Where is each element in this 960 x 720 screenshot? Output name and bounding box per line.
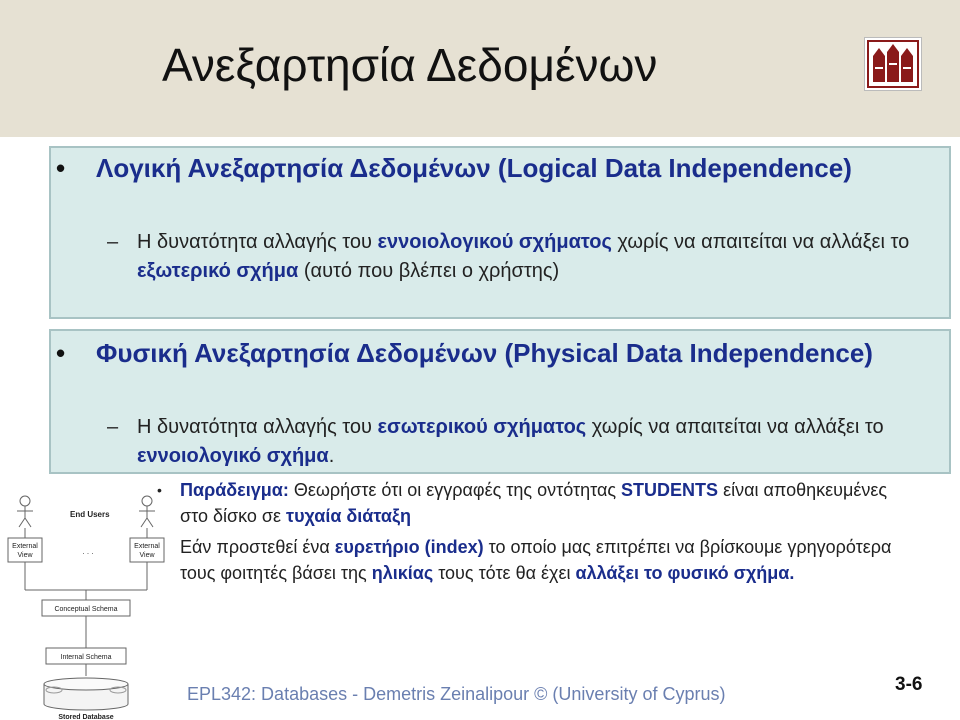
logical-definition-text (137, 231, 909, 282)
text-segment: εννοιολογικό σχήμα (137, 445, 329, 467)
dash-icon: – (107, 231, 119, 253)
stored-database-label: Stored Database (58, 714, 114, 720)
physical-definition (107, 413, 927, 471)
dash-icon: – (107, 416, 119, 438)
external-view-left-line1: External (12, 543, 38, 550)
text-segment: τους τότε θα έχει (433, 563, 576, 583)
text-segment: Παράδειγμα: (180, 480, 289, 500)
university-logo (864, 37, 922, 91)
text-segment: αλλάξει το φυσικό σχήμα. (575, 563, 795, 583)
text-segment: τυχαία διάταξη (286, 506, 411, 526)
slide-number: 3-6 (895, 674, 923, 695)
text-segment: εννοιολογικού σχήματος (377, 231, 612, 253)
three-schema-diagram (0, 490, 180, 720)
text-segment: εσωτερικού σχήματος (377, 416, 587, 438)
example-paragraph-2 (180, 534, 920, 586)
example-paragraph-1 (157, 477, 920, 529)
footer-text: EPL342: Databases - Demetris Zeinalipour © (University of Cyprus) (187, 684, 726, 704)
text-segment: χωρίς να απαιτείται να αλλάξει το (611, 231, 910, 253)
end-users-label: End Users (70, 510, 110, 519)
physical-definition-text (137, 416, 884, 467)
text-segment: (αυτό που βλέπει ο χρήστης) (298, 260, 560, 282)
text-segment: εξωτερικό σχήμα (137, 260, 299, 282)
text-segment: χωρίς να απαιτείται να αλλάξει το (586, 416, 884, 438)
internal-schema-label: Internal Schema (60, 654, 112, 661)
text-segment: Η δυνατότητα αλλαγής του (137, 231, 378, 253)
physical-heading-text: Φυσική Ανεξαρτησία Δεδομένων (Physical Data Independence) (96, 338, 873, 368)
physical-heading (56, 338, 916, 369)
external-view-right-line2: View (139, 552, 155, 559)
user-figure-right (139, 496, 155, 527)
text-segment: ηλικίας (371, 563, 434, 583)
example-text-1 (180, 480, 887, 526)
user-figure-left (17, 496, 33, 527)
example-text-2 (180, 537, 891, 583)
external-view-left-line2: View (17, 552, 33, 559)
ellipsis-label: . . . (82, 547, 94, 556)
text-segment: Εάν προστεθεί ένα (180, 537, 335, 557)
text-segment: . (328, 445, 335, 467)
text-segment: το οποίο μας επιτρέπει να βρίσκουμε γρηγορότερα τους φοιτητές βάσει της (180, 537, 892, 583)
text-segment: είναι αποθηκευμένες στο δίσκο σε (180, 480, 888, 526)
header-band (0, 0, 960, 137)
bullet-icon: • (56, 153, 66, 183)
logical-definition (107, 228, 927, 286)
slide-title: Ανεξαρτησία Δεδομένων (162, 39, 658, 91)
text-segment: ευρετήριο (index) (334, 537, 484, 557)
logical-heading (56, 153, 916, 184)
bullet-icon: • (56, 338, 66, 368)
external-view-right-line1: External (134, 543, 160, 550)
text-segment: Η δυνατότητα αλλαγής του (137, 416, 378, 438)
text-segment: Θεωρήστε ότι οι εγγραφές της οντότητας (288, 480, 622, 500)
database-cylinder-icon (44, 678, 128, 710)
conceptual-schema-label: Conceptual Schema (54, 606, 118, 613)
text-segment: STUDENTS (621, 480, 719, 500)
logical-heading-text: Λογική Ανεξαρτησία Δεδομένων (Logical Data Independence) (96, 153, 852, 183)
bullet-icon: • (157, 482, 162, 498)
